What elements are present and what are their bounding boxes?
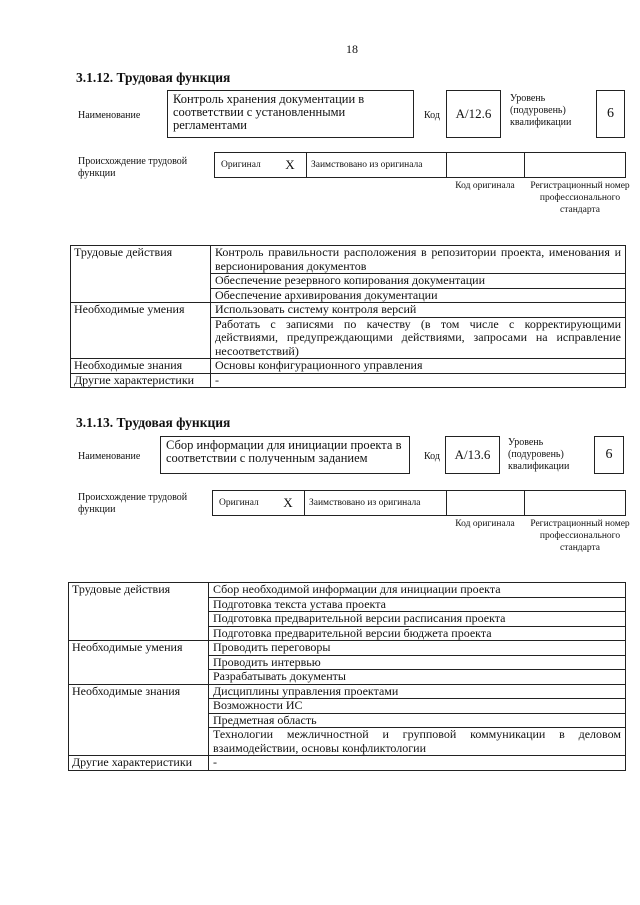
name-label: Наименование	[78, 110, 141, 121]
table-cell: Подготовка предварительной версии расписания проекта	[209, 612, 626, 627]
code-box: А/13.6	[445, 436, 500, 474]
code-original-caption: Код оригинала	[455, 181, 515, 191]
row-label: Необходимые умения	[71, 303, 211, 359]
origin-row	[212, 490, 626, 516]
code-label: Код	[424, 110, 440, 121]
code-label: Код	[424, 451, 440, 462]
level-box: 6	[594, 436, 624, 474]
table-cell: Сбор необходимой информации для инициации проекта	[209, 583, 626, 598]
level-label: Уровень (подуровень) квалификации	[510, 93, 572, 128]
row-label: Трудовые действия	[71, 246, 211, 303]
table-cell: Основы конфигурационного управления	[211, 359, 626, 374]
table-cell: Проводить переговоры	[209, 641, 626, 656]
row-label: Необходимые знания	[69, 684, 209, 756]
row-label: Другие характеристики	[71, 373, 211, 388]
function-name-box: Сбор информации для инициации проекта в соответствии с полученным заданием	[160, 436, 410, 474]
code-original-cell	[446, 153, 524, 177]
original-mark: X	[283, 495, 293, 510]
code-box: А/12.6	[446, 90, 501, 138]
table-cell: Технологии межличностной и групповой коммуникации в деловом взаимодействии, основы конфликтологии	[209, 728, 626, 756]
function-table	[70, 245, 626, 388]
table-cell: Возможности ИС	[209, 699, 626, 714]
name-label: Наименование	[78, 451, 141, 462]
row-label: Необходимые знания	[71, 359, 211, 374]
table-cell: Подготовка текста устава проекта	[209, 597, 626, 612]
table-cell: Проводить интервью	[209, 655, 626, 670]
borrowed-label: Заимствовано из оригинала	[304, 491, 446, 515]
code-original-cell	[446, 491, 524, 515]
row-label: Другие характеристики	[69, 756, 209, 771]
code-original-caption: Код оригинала	[455, 519, 515, 529]
origin-row	[214, 152, 626, 178]
row-label: Трудовые действия	[69, 583, 209, 641]
reg-number-cell	[524, 153, 626, 177]
original-mark: X	[285, 157, 295, 172]
section-title: 3.1.12. Трудовая функция	[76, 70, 231, 85]
table-cell: Дисциплины управления проектами	[209, 684, 626, 699]
table-cell: -	[209, 756, 626, 771]
table-cell: Подготовка предварительной версии бюджета проекта	[209, 626, 626, 641]
table-cell: Работать с записями по качеству (в том числе с корректирующими действиями, предупреждающими действиями, запросами на исправление несоответствий)	[211, 317, 626, 359]
table-cell: Использовать систему контроля версий	[211, 303, 626, 318]
reg-number-caption: Регистрационный номер профессионального стандарта	[530, 519, 630, 553]
original-label: Оригинал	[214, 153, 274, 177]
reg-number-caption: Регистрационный номер профессионального стандарта	[530, 181, 630, 215]
section-title: 3.1.13. Трудовая функция	[76, 415, 231, 430]
row-label: Необходимые умения	[69, 641, 209, 685]
table-cell: Обеспечение архивирования документации	[211, 288, 626, 303]
function-name-box: Контроль хранения документации в соответствии с установленными регламентами	[167, 90, 414, 138]
table-cell: Контроль правильности расположения в репозитории проекта, именования и версионирования документов	[211, 246, 626, 274]
table-cell: Разрабатывать документы	[209, 670, 626, 685]
origin-label: Происхождение трудовой функции	[78, 492, 188, 515]
origin-label: Происхождение трудовой функции	[78, 156, 188, 179]
level-box: 6	[596, 90, 625, 138]
table-cell: -	[211, 373, 626, 388]
function-table	[68, 582, 626, 771]
level-label: Уровень (подуровень) квалификации	[508, 437, 570, 472]
page-number: 18	[346, 42, 358, 56]
original-label: Оригинал	[212, 491, 272, 515]
borrowed-label: Заимствовано из оригинала	[306, 153, 446, 177]
table-cell: Обеспечение резервного копирования документации	[211, 274, 626, 289]
table-cell: Предметная область	[209, 713, 626, 728]
reg-number-cell	[524, 491, 626, 515]
